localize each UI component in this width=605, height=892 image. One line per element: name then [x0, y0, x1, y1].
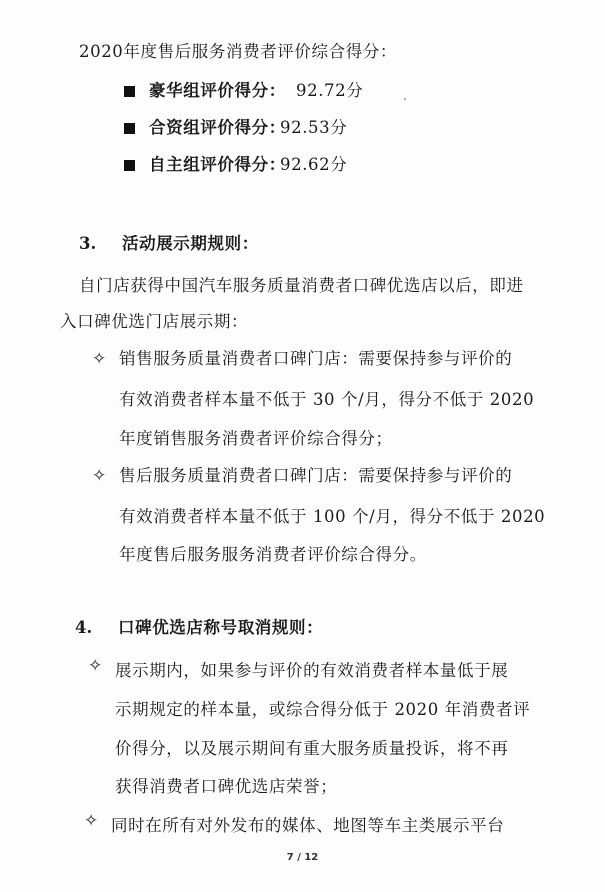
diamond-bullet-icon: ✧ [92, 349, 107, 369]
section4-item2-line1: 同时在所有对外发布的媒体、地图等车主类展示平台 [111, 816, 505, 835]
section3-item1-line3: 年度销售服务消费者评价综合得分； [119, 429, 393, 448]
score-value-domestic: 92.62分 [280, 155, 348, 174]
score-value-luxury: 92.72分 [296, 81, 364, 100]
square-bullet-icon [124, 86, 135, 97]
diamond-bullet-icon: ✧ [84, 811, 99, 831]
score-value-joint: 92.53分 [280, 118, 348, 137]
score-label-luxury: 豪华组评价得分： [149, 81, 286, 100]
page-number: 7 / 12 [286, 852, 319, 863]
section4-item1-line2: 示期规定的样本量，或综合得分低于 2020 年消费者评 [115, 700, 531, 719]
section3-paragraph-line1: 自门店获得中国汽车服务质量消费者口碑优选店以后，即进 [79, 276, 524, 295]
section3-item1-line2: 有效消费者样本量不低于 30 个/月，得分不低于 2020 [119, 390, 535, 409]
scan-speck [404, 98, 406, 100]
section3-title: 活动展示期规则： [122, 234, 259, 253]
score-label-domestic: 自主组评价得分： [149, 155, 286, 174]
intro-line: 2020年度售后服务消费者评价综合得分： [79, 42, 397, 61]
diamond-bullet-icon: ✧ [88, 656, 103, 676]
section3-item2-line3: 年度售后服务服务消费者评价综合得分。 [119, 545, 427, 564]
section3-item2-line1: 售后服务质量消费者口碑门店：需要保持参与评价的 [119, 466, 513, 485]
section4-item1-line1: 展示期内，如果参与评价的有效消费者样本量低于展 [115, 661, 509, 680]
section3-paragraph-line2: 入口碑优选门店展示期： [60, 312, 249, 331]
section4-title: 口碑优选店称号取消规则： [118, 618, 324, 637]
section3-item1-line1: 销售服务质量消费者口碑门店：需要保持参与评价的 [119, 349, 513, 368]
square-bullet-icon [124, 123, 135, 134]
diamond-bullet-icon: ✧ [92, 466, 107, 486]
section3-item2-line2: 有效消费者样本量不低于 100 个/月，得分不低于 2020 [119, 507, 546, 526]
section4-item1-line3: 价得分，以及展示期间有重大服务质量投诉，将不再 [115, 739, 509, 758]
section4-item1-line4: 获得消费者口碑优选店荣誉； [115, 777, 338, 796]
section3-number: 3. [79, 234, 97, 253]
square-bullet-icon [124, 160, 135, 171]
section4-number: 4. [75, 618, 93, 637]
score-label-joint: 合资组评价得分： [149, 118, 286, 137]
